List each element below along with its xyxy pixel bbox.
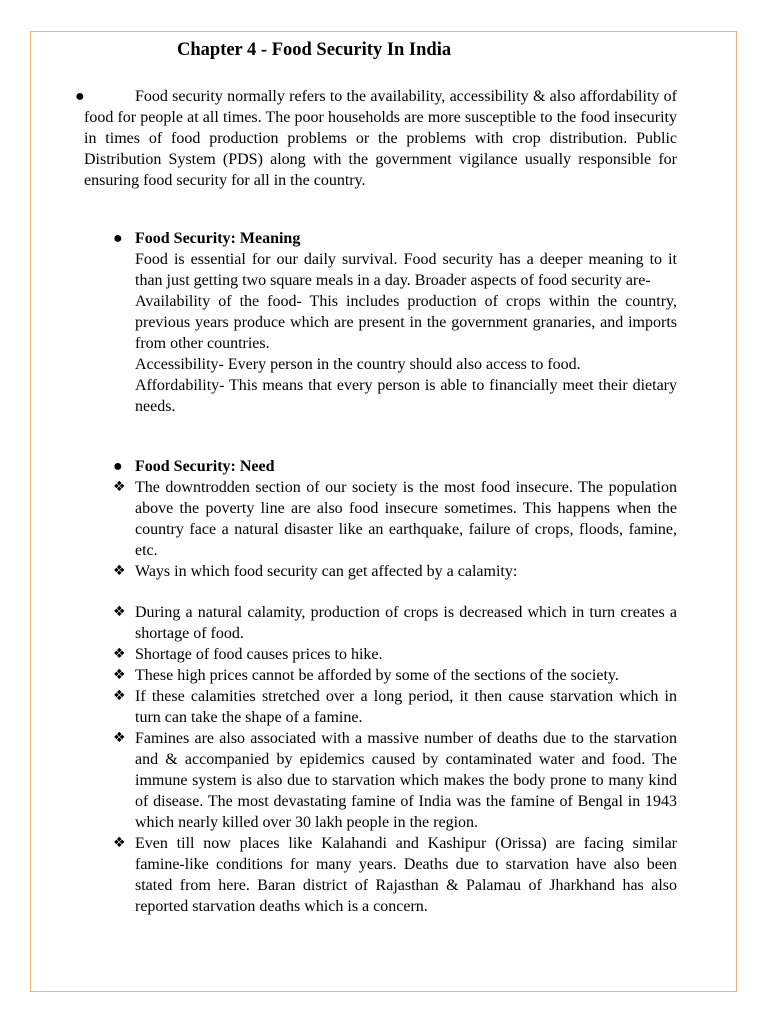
list-item-text: The downtrodden section of our society is the most food insecure. The population above the poverty line are also food insecure sometimes. This happens when the country face a natural disaster like an earthquake, failure of crops, floods, famine, etc. <box>135 479 677 559</box>
list-item <box>113 833 677 917</box>
list-item-text: If these calamities stretched over a long period, it then cause starvation which in turn can take the shape of a famine. <box>135 688 677 726</box>
intro-text: Food security normally refers to the availability, accessibility & also affordability of food for people at all times. The poor households are more susceptible to the food insecurity in times of food production problems or the problems with crop distribution. Public Distribution System (PDS) along with the government vigilance usually responsible for ensuring food security for all in the country. <box>84 88 677 189</box>
diamond-bullet-icon: ❖ <box>113 563 126 579</box>
list-item <box>113 561 677 582</box>
meaning-paragraph: Availability of the food- This includes production of crops within the country, previous years produce which are present in the government granaries, and imports from other countries. <box>135 293 677 352</box>
list-item <box>113 686 677 728</box>
list-item <box>113 665 677 686</box>
list-item-text: Even till now places like Kalahandi and Kashipur (Orissa) are facing similar famine-like conditions for many years. Deaths due to starvation have also been stated from here. Baran district of Rajasthan & Palamau of Jharkhand has also reported starvation deaths which is a concern. <box>135 835 677 915</box>
list-item <box>113 602 677 644</box>
diamond-bullet-icon: ❖ <box>113 604 126 620</box>
list-item-text: Ways in which food security can get affected by a calamity: <box>135 563 518 580</box>
list-item-text: These high prices cannot be afforded by some of the sections of the society. <box>135 667 619 684</box>
meaning-paragraph: Food is essential for our daily survival. Food security has a deeper meaning to it than just getting two square meals in a day. Broader aspects of food security are- <box>135 251 677 289</box>
diamond-bullet-icon: ❖ <box>113 479 126 495</box>
need-heading: Food Security: Need <box>135 458 275 475</box>
intro-paragraph <box>84 86 677 191</box>
list-spacer <box>135 582 677 602</box>
meaning-bullet-icon: ● <box>113 230 123 247</box>
list-item-text: Shortage of food causes prices to hike. <box>135 646 383 663</box>
meaning-paragraph: Accessibility- Every person in the country should also access to food. <box>135 356 581 373</box>
need-section <box>113 456 677 917</box>
list-item-text: Famines are also associated with a massive number of deaths due to the starvation and & accompanied by epidemics caused by contaminated water and food. The immune system is also due to starvation which makes the body prone to many kind of disease. The most devastating famine of India was the famine of Bengal in 1943 which nearly killed over 30 lakh people in the region. <box>135 730 677 831</box>
need-bullet-icon: ● <box>113 458 123 475</box>
list-item <box>113 644 677 665</box>
meaning-heading: Food Security: Meaning <box>135 230 301 247</box>
diamond-bullet-icon: ❖ <box>113 730 126 746</box>
page-title: Chapter 4 - Food Security In India <box>177 40 452 60</box>
list-item-text: During a natural calamity, production of crops is decreased which in turn creates a shortage of food. <box>135 604 677 642</box>
need-list <box>113 477 677 917</box>
diamond-bullet-icon: ❖ <box>113 646 126 662</box>
list-item <box>113 728 677 833</box>
diamond-bullet-icon: ❖ <box>113 835 126 851</box>
diamond-bullet-icon: ❖ <box>113 688 126 704</box>
intro-bullet-icon: ● <box>75 88 85 105</box>
diamond-bullet-icon: ❖ <box>113 667 126 683</box>
list-item <box>113 477 677 561</box>
meaning-paragraph: Affordability- This means that every person is able to financially meet their dietary needs. <box>135 377 677 415</box>
meaning-section <box>113 228 677 417</box>
